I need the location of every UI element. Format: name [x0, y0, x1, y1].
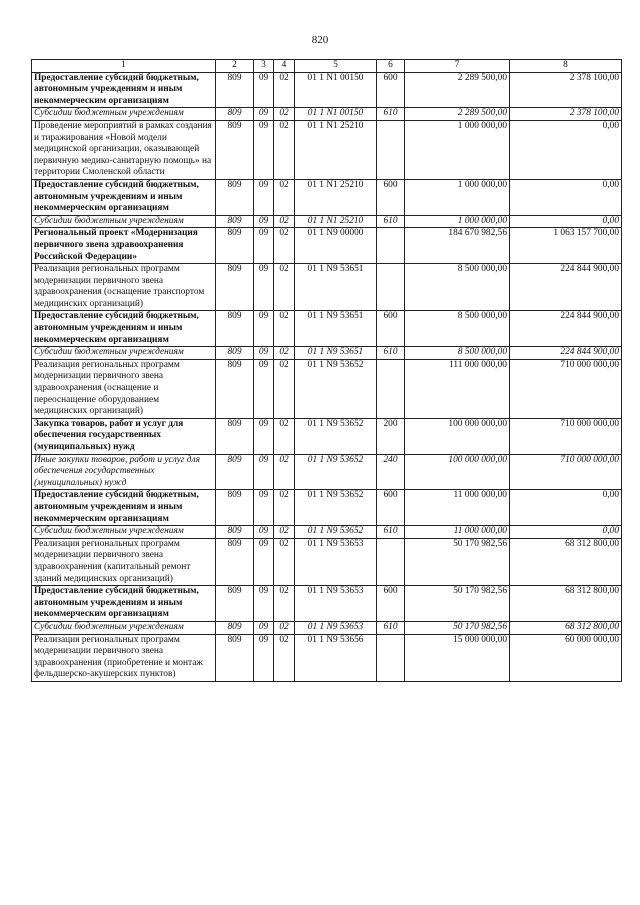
header-cell: 1 — [32, 60, 216, 73]
target-article-cell: 01 1 N9 53652 — [295, 490, 377, 526]
amount-col8-cell: 2 378 100,00 — [510, 108, 622, 121]
expense-type-cell: 600 — [377, 72, 405, 108]
amount-col7-cell: 8 500 000,00 — [405, 311, 510, 347]
grbs-code-cell: 809 — [216, 264, 254, 311]
amount-col8-cell: 710 000 000,00 — [510, 454, 622, 490]
amount-col8-cell: 68 312 800,00 — [510, 621, 622, 634]
table-row — [32, 347, 622, 360]
section-code-cell: 09 — [254, 120, 274, 179]
subsection-code-cell: 02 — [274, 490, 295, 526]
target-article-cell: 01 1 N1 00150 — [295, 72, 377, 108]
target-article-cell: 01 1 N9 53652 — [295, 359, 377, 418]
target-article-cell: 01 1 N1 25210 — [295, 215, 377, 228]
amount-col7-cell: 8 500 000,00 — [405, 347, 510, 360]
item-name-cell: Субсидии бюджетным учреждениям — [32, 108, 216, 121]
item-name-cell: Предоставление субсидий бюджетным, автономным учреждениям и иным некоммерческим организациям — [32, 586, 216, 622]
subsection-code-cell: 02 — [274, 526, 295, 539]
grbs-code-cell: 809 — [216, 454, 254, 490]
subsection-code-cell: 02 — [274, 347, 295, 360]
section-code-cell: 09 — [254, 264, 274, 311]
table-row — [32, 454, 622, 490]
grbs-code-cell: 809 — [216, 621, 254, 634]
subsection-code-cell: 02 — [274, 418, 295, 454]
target-article-cell: 01 1 N9 53651 — [295, 264, 377, 311]
subsection-code-cell: 02 — [274, 311, 295, 347]
amount-col8-cell: 710 000 000,00 — [510, 418, 622, 454]
expense-type-cell — [377, 228, 405, 264]
amount-col8-cell: 0,00 — [510, 120, 622, 179]
grbs-code-cell: 809 — [216, 311, 254, 347]
amount-col7-cell: 1 000 000,00 — [405, 215, 510, 228]
table-row — [32, 264, 622, 311]
table-row — [32, 538, 622, 585]
amount-col8-cell: 0,00 — [510, 179, 622, 215]
target-article-cell: 01 1 N9 53653 — [295, 586, 377, 622]
amount-col8-cell: 60 000 000,00 — [510, 634, 622, 681]
section-code-cell: 09 — [254, 72, 274, 108]
table-body — [32, 72, 622, 681]
item-name-cell: Предоставление субсидий бюджетным, автономным учреждениям и иным некоммерческим организациям — [32, 179, 216, 215]
expense-type-cell — [377, 264, 405, 311]
expense-type-cell: 600 — [377, 311, 405, 347]
expense-type-cell: 610 — [377, 347, 405, 360]
table-row — [32, 418, 622, 454]
table-row — [32, 311, 622, 347]
target-article-cell: 01 1 N9 53651 — [295, 347, 377, 360]
table-row — [32, 586, 622, 622]
item-name-cell: Закупка товаров, работ и услуг для обеспечения государственных (муниципальных) нужд — [32, 418, 216, 454]
amount-col7-cell: 11 000 000,00 — [405, 526, 510, 539]
section-code-cell: 09 — [254, 228, 274, 264]
subsection-code-cell: 02 — [274, 586, 295, 622]
subsection-code-cell: 02 — [274, 72, 295, 108]
table-row — [32, 526, 622, 539]
expense-type-cell: 610 — [377, 215, 405, 228]
amount-col7-cell: 1 000 000,00 — [405, 120, 510, 179]
section-code-cell: 09 — [254, 586, 274, 622]
amount-col8-cell: 68 312 800,00 — [510, 538, 622, 585]
item-name-cell: Иные закупки товаров, работ и услуг для обеспечения государственных (муниципальных) нужд — [32, 454, 216, 490]
grbs-code-cell: 809 — [216, 179, 254, 215]
expense-type-cell: 610 — [377, 621, 405, 634]
target-article-cell: 01 1 N9 53653 — [295, 621, 377, 634]
grbs-code-cell: 809 — [216, 72, 254, 108]
section-code-cell: 09 — [254, 621, 274, 634]
section-code-cell: 09 — [254, 179, 274, 215]
table-row — [32, 490, 622, 526]
subsection-code-cell: 02 — [274, 359, 295, 418]
header-cell: 8 — [510, 60, 622, 73]
grbs-code-cell: 809 — [216, 359, 254, 418]
section-code-cell: 09 — [254, 359, 274, 418]
amount-col7-cell: 50 170 982,56 — [405, 538, 510, 585]
table-row — [32, 120, 622, 179]
table-row — [32, 179, 622, 215]
target-article-cell: 01 1 N9 53652 — [295, 454, 377, 490]
table-row — [32, 621, 622, 634]
section-code-cell: 09 — [254, 215, 274, 228]
target-article-cell: 01 1 N1 25210 — [295, 179, 377, 215]
expense-type-cell: 600 — [377, 179, 405, 215]
expense-type-cell — [377, 120, 405, 179]
target-article-cell: 01 1 N9 53651 — [295, 311, 377, 347]
amount-col7-cell: 50 170 982,56 — [405, 621, 510, 634]
section-code-cell: 09 — [254, 538, 274, 585]
subsection-code-cell: 02 — [274, 454, 295, 490]
subsection-code-cell: 02 — [274, 120, 295, 179]
target-article-cell: 01 1 N9 53653 — [295, 538, 377, 585]
section-code-cell: 09 — [254, 526, 274, 539]
amount-col8-cell: 68 312 800,00 — [510, 586, 622, 622]
grbs-code-cell: 809 — [216, 538, 254, 585]
grbs-code-cell: 809 — [216, 215, 254, 228]
amount-col7-cell: 1 000 000,00 — [405, 179, 510, 215]
table-row — [32, 72, 622, 108]
section-code-cell: 09 — [254, 418, 274, 454]
grbs-code-cell: 809 — [216, 108, 254, 121]
amount-col8-cell: 1 063 157 700,00 — [510, 228, 622, 264]
table-row — [32, 108, 622, 121]
subsection-code-cell: 02 — [274, 179, 295, 215]
section-code-cell: 09 — [254, 108, 274, 121]
target-article-cell: 01 1 N9 53656 — [295, 634, 377, 681]
amount-col7-cell: 184 670 982,56 — [405, 228, 510, 264]
amount-col8-cell: 0,00 — [510, 490, 622, 526]
section-code-cell: 09 — [254, 490, 274, 526]
table-header-row — [32, 60, 622, 73]
target-article-cell: 01 1 N9 53652 — [295, 526, 377, 539]
item-name-cell: Реализация региональных программ модернизации первичного звена здравоохранения (приобретение и монтаж фельдшерско-акушерских пунктов) — [32, 634, 216, 681]
amount-col7-cell: 111 000 000,00 — [405, 359, 510, 418]
expense-type-cell — [377, 538, 405, 585]
item-name-cell: Субсидии бюджетным учреждениям — [32, 621, 216, 634]
table-row — [32, 215, 622, 228]
item-name-cell: Реализация региональных программ модернизации первичного звена здравоохранения (оснащение транспортом медицинских организаций) — [32, 264, 216, 311]
item-name-cell: Субсидии бюджетным учреждениям — [32, 347, 216, 360]
grbs-code-cell: 809 — [216, 418, 254, 454]
expense-type-cell: 610 — [377, 526, 405, 539]
expense-type-cell — [377, 634, 405, 681]
target-article-cell: 01 1 N9 00000 — [295, 228, 377, 264]
header-cell: 3 — [254, 60, 274, 73]
amount-col7-cell: 100 000 000,00 — [405, 418, 510, 454]
page-number: 820 — [311, 34, 329, 46]
table-row — [32, 634, 622, 681]
expense-type-cell: 200 — [377, 418, 405, 454]
header-cell: 5 — [295, 60, 377, 73]
subsection-code-cell: 02 — [274, 228, 295, 264]
grbs-code-cell: 809 — [216, 490, 254, 526]
expense-type-cell: 610 — [377, 108, 405, 121]
amount-col7-cell: 15 000 000,00 — [405, 634, 510, 681]
amount-col8-cell: 0,00 — [510, 215, 622, 228]
subsection-code-cell: 02 — [274, 621, 295, 634]
item-name-cell: Региональный проект «Модернизация первичного звена здравоохранения Российской Федерации» — [32, 228, 216, 264]
target-article-cell: 01 1 N1 00150 — [295, 108, 377, 121]
amount-col7-cell: 2 289 500,00 — [405, 72, 510, 108]
header-cell: 7 — [405, 60, 510, 73]
amount-col8-cell: 224 844 900,00 — [510, 264, 622, 311]
amount-col8-cell: 710 000 000,00 — [510, 359, 622, 418]
item-name-cell: Субсидии бюджетным учреждениям — [32, 526, 216, 539]
header-cell: 6 — [377, 60, 405, 73]
amount-col8-cell: 224 844 900,00 — [510, 311, 622, 347]
grbs-code-cell: 809 — [216, 634, 254, 681]
subsection-code-cell: 02 — [274, 215, 295, 228]
section-code-cell: 09 — [254, 634, 274, 681]
grbs-code-cell: 809 — [216, 526, 254, 539]
section-code-cell: 09 — [254, 311, 274, 347]
subsection-code-cell: 02 — [274, 634, 295, 681]
table-row — [32, 228, 622, 264]
section-code-cell: 09 — [254, 454, 274, 490]
item-name-cell: Реализация региональных программ модернизации первичного звена здравоохранения (капитальный ремонт зданий медицинских организаций) — [32, 538, 216, 585]
expense-type-cell: 600 — [377, 586, 405, 622]
amount-col7-cell: 11 000 000,00 — [405, 490, 510, 526]
item-name-cell: Предоставление субсидий бюджетным, автономным учреждениям и иным некоммерческим организациям — [32, 72, 216, 108]
amount-col7-cell: 8 500 000,00 — [405, 264, 510, 311]
grbs-code-cell: 809 — [216, 228, 254, 264]
item-name-cell: Предоставление субсидий бюджетным, автономным учреждениям и иным некоммерческим организациям — [32, 490, 216, 526]
amount-col8-cell: 224 844 900,00 — [510, 347, 622, 360]
header-cell: 2 — [216, 60, 254, 73]
grbs-code-cell: 809 — [216, 347, 254, 360]
grbs-code-cell: 809 — [216, 120, 254, 179]
amount-col7-cell: 50 170 982,56 — [405, 586, 510, 622]
header-cell: 4 — [274, 60, 295, 73]
amount-col7-cell: 2 289 500,00 — [405, 108, 510, 121]
target-article-cell: 01 1 N1 25210 — [295, 120, 377, 179]
expense-type-cell: 600 — [377, 490, 405, 526]
subsection-code-cell: 02 — [274, 108, 295, 121]
budget-table — [31, 59, 622, 682]
item-name-cell: Предоставление субсидий бюджетным, автономным учреждениям и иным некоммерческим организациям — [32, 311, 216, 347]
expense-type-cell — [377, 359, 405, 418]
table-row — [32, 359, 622, 418]
target-article-cell: 01 1 N9 53652 — [295, 418, 377, 454]
item-name-cell: Субсидии бюджетным учреждениям — [32, 215, 216, 228]
grbs-code-cell: 809 — [216, 586, 254, 622]
section-code-cell: 09 — [254, 347, 274, 360]
amount-col8-cell: 2 378 100,00 — [510, 72, 622, 108]
item-name-cell: Проведение мероприятий в рамках создания и тиражирования «Новой модели медицинской организации, оказывающей первичную медико-санитарную помощь» на территории Смоленской области — [32, 120, 216, 179]
amount-col7-cell: 100 000 000,00 — [405, 454, 510, 490]
subsection-code-cell: 02 — [274, 264, 295, 311]
item-name-cell: Реализация региональных программ модернизации первичного звена здравоохранения (оснащение и переоснащение оборудованием медицинских организаций) — [32, 359, 216, 418]
subsection-code-cell: 02 — [274, 538, 295, 585]
expense-type-cell: 240 — [377, 454, 405, 490]
amount-col8-cell: 0,00 — [510, 526, 622, 539]
